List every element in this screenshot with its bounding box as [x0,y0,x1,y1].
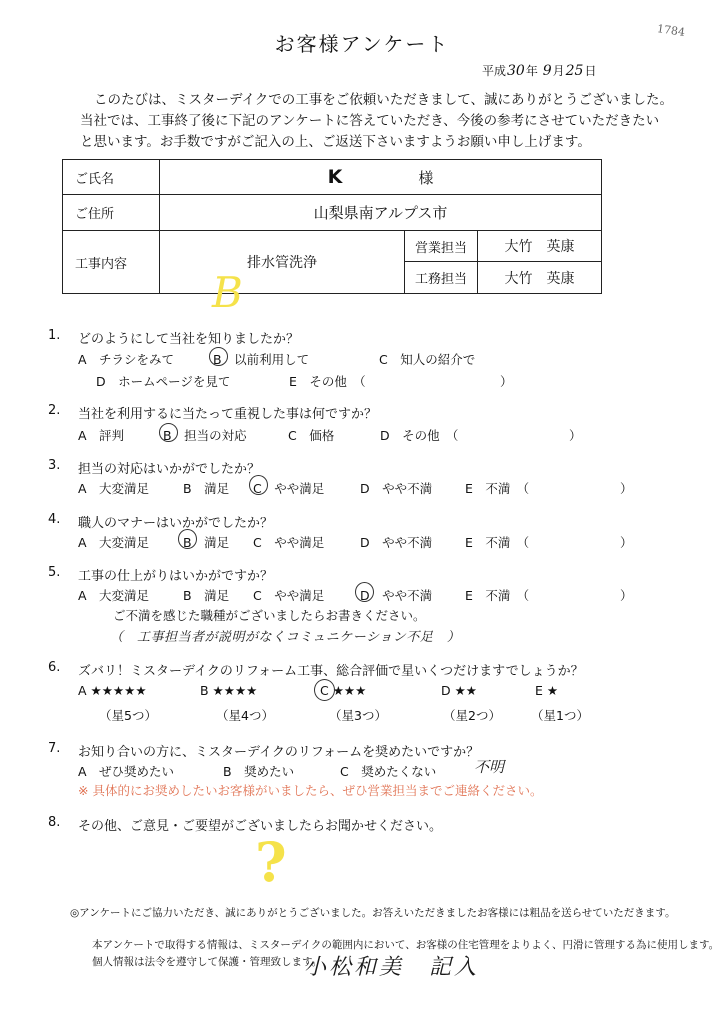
address-label: ご住所 [63,195,160,231]
q4-option-e: E 不満 （ [465,535,530,550]
q4-answer-circle [178,529,197,549]
survey-date [482,62,596,79]
q6-option-b: B ★★★★ [200,683,258,698]
q8-text: その他、ご意見・ご要望がございましたらお聞かせください。 [78,819,443,834]
footer-privacy-1: 本アンケートで取得する情報は、ミスターデイクの範囲内において、お客様の住宅管理をよりよく、円滑に管理する為に使用します。 [92,939,720,951]
q4-option-d: D やや不満 [360,535,433,550]
q1-option-c: C 知人の紹介で [379,352,476,367]
customer-address: 山梨県南アルプス市 [160,195,602,231]
q3-text: 担当の対応はいかがでしたか？ [78,462,261,477]
date-month: 9 [542,63,552,79]
q7-option-a: A ぜひ奨めたい [78,764,175,779]
q5-option-e: E 不満 （ [465,588,530,603]
engineering-label: 工務担当 [405,262,478,294]
q1-answer-circle [209,347,228,366]
q3-number: 3. [48,458,61,473]
q5-option-c: C やや満足 [253,588,325,603]
intro-paragraph [80,90,673,153]
q6-option-e: E ★ [535,683,559,698]
q1-option-b: B 以前利用して [213,352,310,367]
sales-label: 営業担当 [405,231,478,262]
q6-label-d: （星2つ） [443,708,501,723]
footer-privacy-2: 個人情報は法令を遵守して保護・管理致します。 [92,956,323,968]
q3-option-b: B 満足 [183,481,230,496]
q2-option-d-close: ） [569,428,582,443]
highlight-mark-b: B [212,268,243,317]
q6-label-b: （星4つ） [216,708,274,723]
q3-option-e-close: ） [620,481,633,496]
customer-info-table [62,159,602,294]
date-month-unit: 月 [552,64,565,78]
intro-line: 当社では、工事終了後に下記のアンケートに答えていただき、今後の参考にさせていただきたい [80,113,660,129]
name-label: ご氏名 [63,160,160,195]
q5-text: 工事の仕上がりはいかがですか？ [78,569,274,584]
q5-sub-prompt: ご不満を感じた職種がございましたらお書きください。 [113,608,426,623]
sales-staff: 大竹 英康 [478,231,602,262]
q6-label-c: （星3つ） [329,708,387,723]
q7-note: ※ 具体的にお奨めしたいお客様がいましたら、ぜひ営業担当までご連絡ください。 [78,783,543,798]
engineering-staff: 大竹 英康 [478,262,602,294]
q5-option-b: B 満足 [183,588,230,603]
q5-number: 5. [48,565,61,580]
date-year-unit: 年 [525,64,538,78]
work-label: 工事内容 [63,231,160,294]
date-day-unit: 日 [584,64,597,78]
q4-text: 職人のマナーはいかがでしたか？ [78,516,274,531]
handwritten-signature: 小松和美 記入 [304,955,480,980]
q6-option-c: C ★★★ [320,683,367,698]
q2-number: 2. [48,403,61,418]
q7-handwritten-answer: 不明 [474,758,505,776]
q7-option-c: C 奨めたくない [340,764,437,779]
name-suffix: 様 [418,169,434,187]
q6-label-e: （星1つ） [531,708,589,723]
q3-option-a: A 大変満足 [78,481,150,496]
q6-answer-circle [314,679,335,701]
q2-text: 当社を利用するに当たって重視した事は何ですか？ [78,407,378,422]
q5-option-e-close: ） [620,588,633,603]
date-era: 平成 [482,64,507,78]
q7-text: お知り合いの方に、ミスターデイクのリフォームを奨めたいですか？ [78,745,480,760]
q5-option-d: D やや不満 [360,588,433,603]
intro-line: このたびは、ミスターデイクでの工事をご依頼いただきまして、誠にありがとうございました。 [94,92,674,108]
footer-thanks: ◎アンケートにご協力いただき、誠にありがとうございました。お答えいただきましたお客様には粗品を送らせていただきます。 [70,907,676,919]
q4-option-e-close: ） [620,535,633,550]
customer-name: K [327,166,343,188]
date-year: 30 [507,63,525,79]
q7-option-b: B 奨めたい [223,764,295,779]
q2-option-c: C 価格 [288,428,335,443]
date-day: 25 [565,63,584,79]
q5-option-a: A 大変満足 [78,588,150,603]
q8-number: 8. [48,815,61,830]
q6-number: 6. [48,660,61,675]
q2-option-b: B 担当の対応 [163,428,247,443]
q4-option-c: C やや満足 [253,535,325,550]
q3-option-d: D やや不満 [360,481,433,496]
q4-number: 4. [48,512,61,527]
q5-answer-circle [355,582,374,602]
q3-option-e: E 不満 （ [465,481,530,496]
q6-label-a: （星5つ） [99,708,157,723]
q1-option-e: E その他 （ [289,374,366,389]
corner-mark: 1784 [656,22,686,39]
q6-option-a: A ★★★★★ [78,683,147,698]
q5-handwritten-answer: （ 工事担当者が説明がなくコミュニケーション不足 ） [110,630,461,645]
highlight-mark-question: ? [255,830,287,894]
q3-answer-circle [249,475,268,495]
q3-option-c: C やや満足 [253,481,325,496]
q6-text: ズバリ！ミスターデイクのリフォーム工事、総合評価で星いくつだけますでしょうか？ [78,664,584,679]
page-title: お客様アンケート [274,32,450,56]
q2-answer-circle [159,423,178,442]
q1-option-d: D ホームページを見て [96,374,231,389]
q1-option-e-close: ） [500,374,513,389]
q6-option-d: D ★★ [441,683,478,698]
q1-option-a: A チラシをみて [78,352,175,367]
q1-number: 1. [48,328,61,343]
q2-option-d: D その他 （ [380,428,459,443]
q2-option-a: A 評判 [78,428,125,443]
q1-text: どのようにして当社を知りましたか？ [78,332,300,347]
work-content: 排水管洗浄 [160,231,405,294]
intro-line: と思います。お手数ですがご記入の上、ご返送下さいますようお願い申し上げます。 [80,134,591,150]
q4-option-b: B 満足 [183,535,230,550]
q7-number: 7. [48,741,61,756]
q4-option-a: A 大変満足 [78,535,150,550]
name-cell [160,160,602,195]
